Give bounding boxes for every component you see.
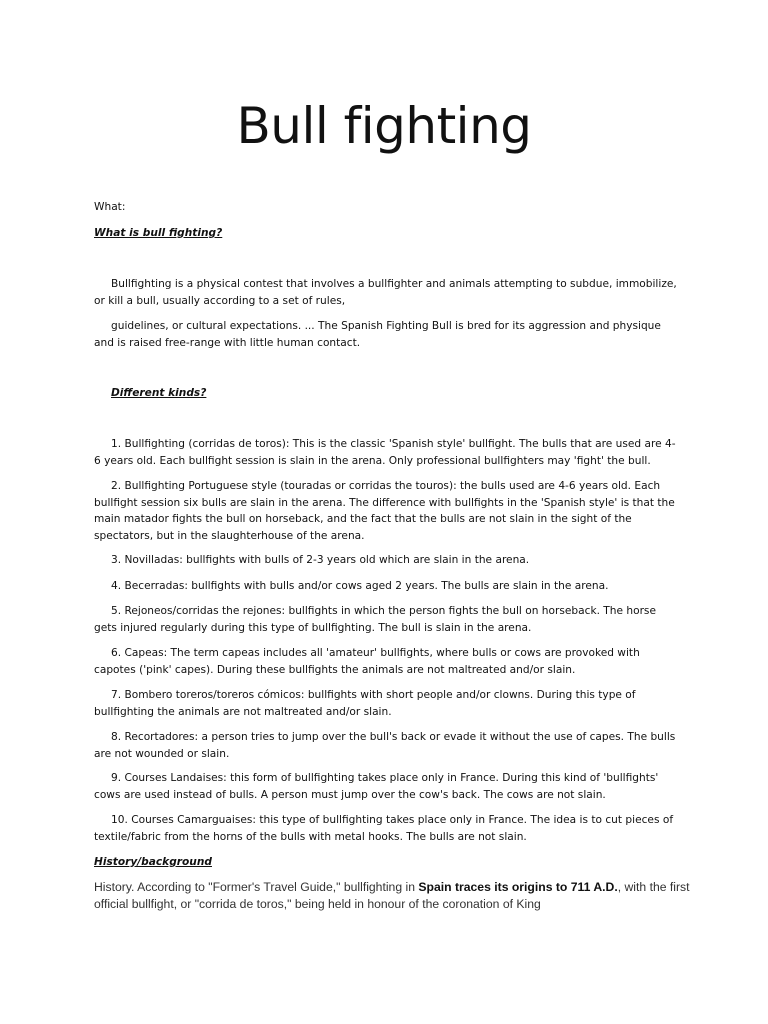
kind-item-6: 6. Capeas: The term capeas includes all 'amateur' bullfights, where bulls or cows are provoked with capotes ('pink' capes). During these bullfights the animals are not maltreated and/or slain.	[94, 647, 640, 676]
kind-item-9: 9. Courses Landaises: this form of bullfighting takes place only in France. During this kind of 'bullfights' cows are used instead of bulls. A person must jump over the cow's back. The cows are not slain.	[94, 772, 659, 801]
kind-item-2: 2. Bullfighting Portuguese style (touradas or corridas the touros): the bulls used are 4-6 years old. Each bullfight session six bulls are slain in the arena. The difference with bullfights in the 'Spanish style' is that the main matador fights the bull on horseback, and the fact that the bulls are not slain in the sight of the spectators, but in the slaughterhouse of the arena.	[94, 480, 675, 542]
history-paragraph	[94, 879, 694, 913]
intro-paragraph-2: guidelines, or cultural expectations. ... The Spanish Fighting Bull is bred for its aggression and physique and is raised free-range with little human contact.	[94, 320, 661, 349]
kind-item-8: 8. Recortadores: a person tries to jump over the bull's back or evade it without the use of capes. The bulls are not wounded or slain.	[94, 731, 676, 760]
what-label: What:	[94, 201, 126, 213]
kind-item-4: 4. Becerradas: bullfights with bulls and/or cows aged 2 years. The bulls are slain in the arena.	[111, 580, 609, 592]
history-text-bold: Spain traces its origins to 711 A.D.	[418, 880, 618, 894]
document-title: Bull fighting	[236, 97, 532, 155]
history-text-start: History. According to "Former's Travel Guide," bullfighting in	[94, 880, 419, 894]
history-heading: History/background	[94, 856, 212, 868]
kind-item-1: 1. Bullfighting (corridas de toros): This is the classic 'Spanish style' bullfight. The bulls that are used are 4-6 years old. Each bullfight session is slain in the arena. Only professional bullfighters may 'fight' the bull.	[94, 438, 676, 467]
kind-item-3: 3. Novilladas: bullfights with bulls of 2-3 years old which are slain in the arena.	[111, 554, 530, 566]
kind-item-7: 7. Bombero toreros/toreros cómicos: bullfights with short people and/or clowns. During this type of bullfighting the animals are not maltreated and/or slain.	[94, 689, 636, 718]
kinds-heading: Different kinds?	[111, 387, 207, 399]
history-text-end: , with the first official bullfight, or "corrida de toros," being held in honour of the coronation of King	[94, 880, 690, 911]
what-heading: What is bull fighting?	[94, 227, 223, 239]
kind-item-10: 10. Courses Camarguaises: this type of bullfighting takes place only in France. The idea is to cut pieces of textile/fabric from the horns of the bulls with metal hooks. The bulls are not slain.	[94, 814, 674, 843]
kind-item-5: 5. Rejoneos/corridas the rejones: bullfights in which the person fights the bull on horseback. The horse gets injured regularly during this type of bullfighting. The bull is slain in the arena.	[94, 605, 656, 634]
intro-paragraph-1: Bullfighting is a physical contest that involves a bullfighter and animals attempting to subdue, immobilize, or kill a bull, usually according to a set of rules,	[94, 278, 677, 307]
